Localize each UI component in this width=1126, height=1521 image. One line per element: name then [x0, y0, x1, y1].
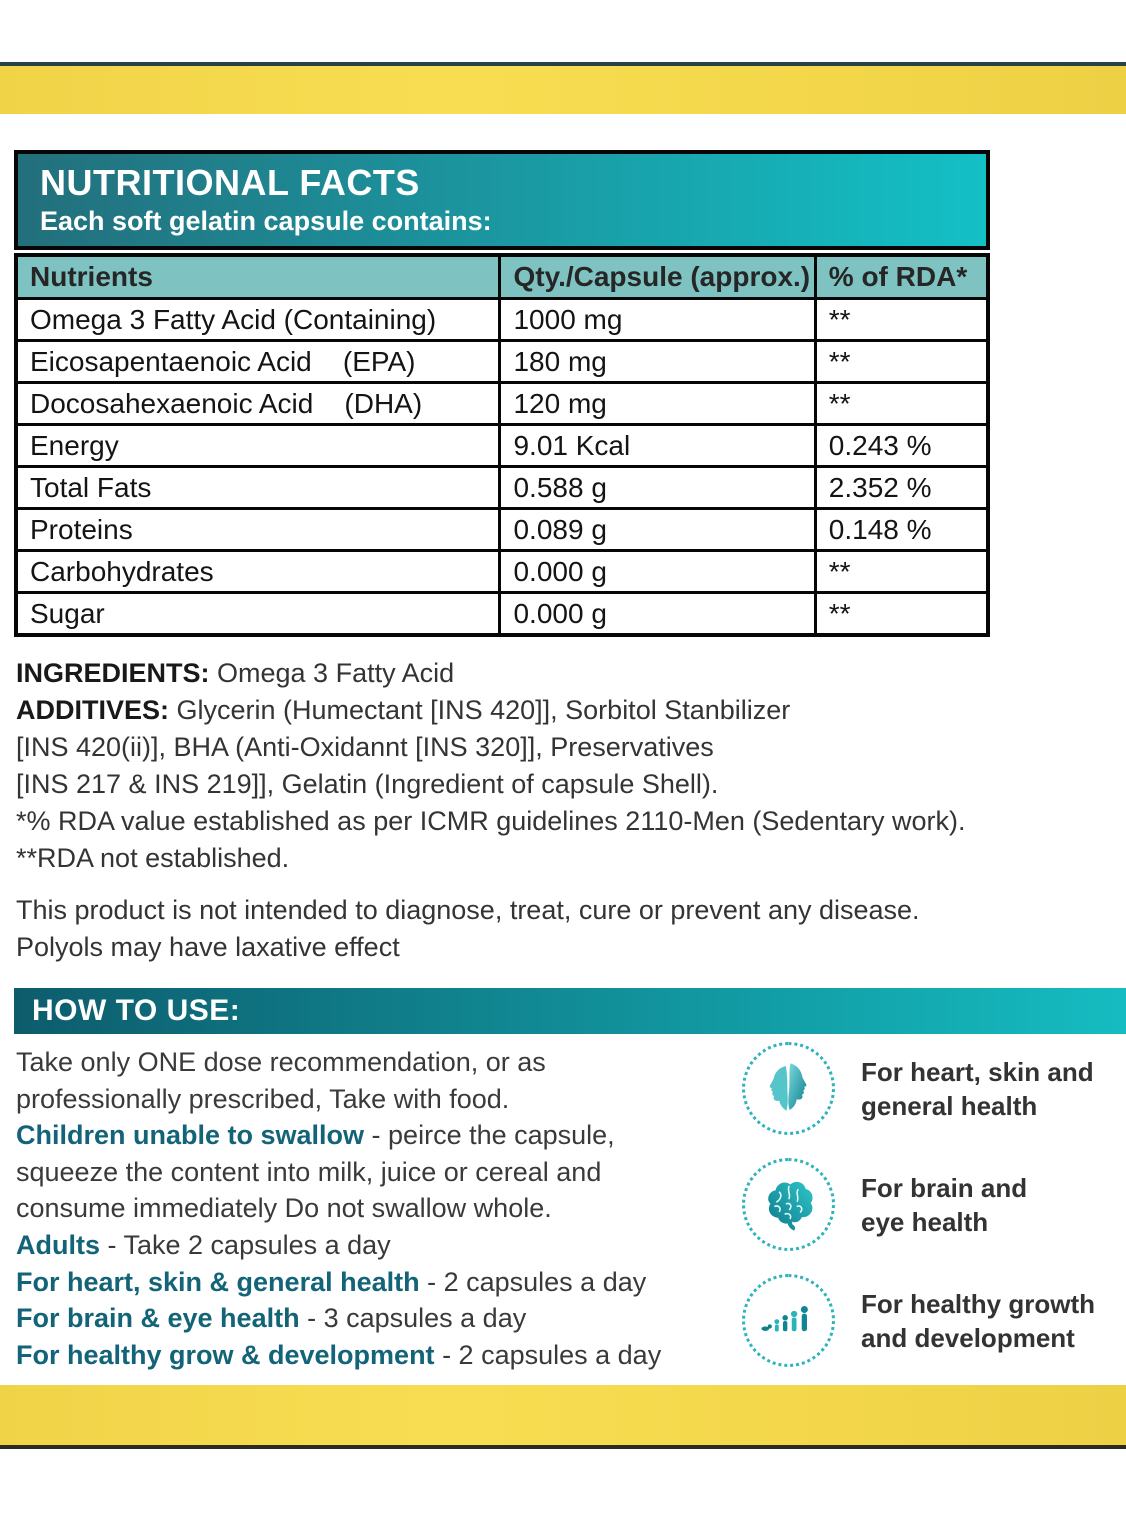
table-row	[16, 299, 988, 341]
qty-cell: 120 mg	[500, 383, 815, 425]
table-row	[16, 425, 988, 467]
face-icon	[742, 1042, 835, 1135]
nutrient-cell: Omega 3 Fatty Acid (Containing)	[16, 299, 500, 341]
nutrition-facts-header	[14, 150, 990, 250]
disclaimer-block	[16, 892, 1116, 966]
benefit-item-heart-skin	[742, 1042, 1126, 1135]
qty-cell: 1000 mg	[500, 299, 815, 341]
nutrient-cell: Eicosapentaenoic Acid (EPA)	[16, 341, 500, 383]
rda-cell: **	[815, 341, 988, 383]
benefit-label: For healthy growth and development	[861, 1288, 1095, 1353]
rda-cell: **	[815, 593, 988, 636]
benefit-label: For brain and eye health	[861, 1172, 1028, 1237]
nutrition-facts-table	[14, 253, 990, 637]
usage-line-5: consume immediately Do not swallow whole.	[16, 1193, 552, 1224]
nutrient-cell: Energy	[16, 425, 500, 467]
rda-cell: **	[815, 551, 988, 593]
rda-cell: **	[815, 383, 988, 425]
ingredients-line: INGREDIENTS: Omega 3 Fatty Acid	[16, 658, 455, 688]
top-yellow-band	[0, 62, 1126, 114]
table-row	[16, 341, 988, 383]
panel-title: NUTRITIONAL FACTS	[40, 162, 420, 203]
usage-line-8: For brain & eye health - 3 capsules a day	[16, 1303, 527, 1334]
qty-cell: 9.01 Kcal	[500, 425, 815, 467]
table-row	[16, 551, 988, 593]
additives-line-3: [INS 217 & INS 219]], Gelatin (Ingredient of capsule Shell).	[16, 769, 719, 799]
table-row	[16, 593, 988, 636]
column-header-nutrients: Nutrients	[16, 255, 500, 299]
usage-line-2: professionally prescribed, Take with food.	[16, 1083, 510, 1114]
usage-line-7: For heart, skin & general health - 2 capsules a day	[16, 1266, 647, 1297]
disclaimer-line-2: Polyols may have laxative effect	[16, 932, 400, 962]
rda-cell: 2.352 %	[815, 467, 988, 509]
nutrient-cell: Total Fats	[16, 467, 500, 509]
qty-cell: 0.588 g	[500, 467, 815, 509]
how-to-use-title: HOW TO USE:	[32, 994, 241, 1027]
ingredients-block	[16, 655, 1116, 877]
ingredients-label: INGREDIENTS:	[16, 658, 210, 688]
rda-cell: **	[815, 299, 988, 341]
nutrient-cell: Proteins	[16, 509, 500, 551]
panel-subtitle: Each soft gelatin capsule contains:	[40, 206, 492, 236]
nutrition-facts-panel	[14, 150, 990, 637]
additives-label: ADDITIVES:	[16, 695, 170, 725]
qty-cell: 0.089 g	[500, 509, 815, 551]
nutrient-cell: Carbohydrates	[16, 551, 500, 593]
qty-cell: 0.000 g	[500, 551, 815, 593]
usage-line-4: squeeze the content into milk, juice or cereal and	[16, 1156, 602, 1187]
disclaimer-line-1: This product is not intended to diagnose, treat, cure or prevent any disease.	[16, 895, 920, 925]
usage-line-3: Children unable to swallow - peirce the capsule,	[16, 1120, 615, 1151]
how-to-use-bar	[14, 988, 1126, 1034]
growth-icon	[742, 1274, 835, 1367]
benefit-item-brain-eye	[742, 1158, 1126, 1251]
usage-line-1: Take only ONE dose recommendation, or as	[16, 1047, 546, 1077]
rda-note-2: **RDA not established.	[16, 843, 290, 873]
usage-line-9: For healthy grow & development - 2 capsules a day	[16, 1339, 662, 1370]
additives-line-2: [INS 420(ii)], BHA (Anti-Oxidannt [INS 320]], Preservatives	[16, 732, 714, 762]
column-header-rda: % of RDA*	[815, 255, 988, 299]
table-row	[16, 467, 988, 509]
nutrient-cell: Docosahexaenoic Acid (DHA)	[16, 383, 500, 425]
table-row	[16, 383, 988, 425]
usage-line-6: Adults - Take 2 capsules a day	[16, 1229, 391, 1260]
rda-cell: 0.148 %	[815, 509, 988, 551]
column-header-qty: Qty./Capsule (approx.)	[500, 255, 815, 299]
qty-cell: 180 mg	[500, 341, 815, 383]
rda-note-1: *% RDA value established as per ICMR guidelines 2110-Men (Sedentary work).	[16, 806, 966, 836]
additives-line-1: ADDITIVES: Glycerin (Humectant [INS 420]], Sorbitol Stanbilizer	[16, 695, 791, 725]
qty-cell: 0.000 g	[500, 593, 815, 636]
brain-icon	[742, 1158, 835, 1251]
benefit-label: For heart, skin and general health	[861, 1056, 1094, 1121]
nutrient-cell: Sugar	[16, 593, 500, 636]
bottom-yellow-band	[0, 1385, 1126, 1449]
rda-cell: 0.243 %	[815, 425, 988, 467]
usage-instructions	[16, 1044, 728, 1373]
benefits-column	[742, 1042, 1126, 1390]
table-row	[16, 509, 988, 551]
benefit-item-growth	[742, 1274, 1126, 1367]
table-header-row	[16, 255, 988, 299]
